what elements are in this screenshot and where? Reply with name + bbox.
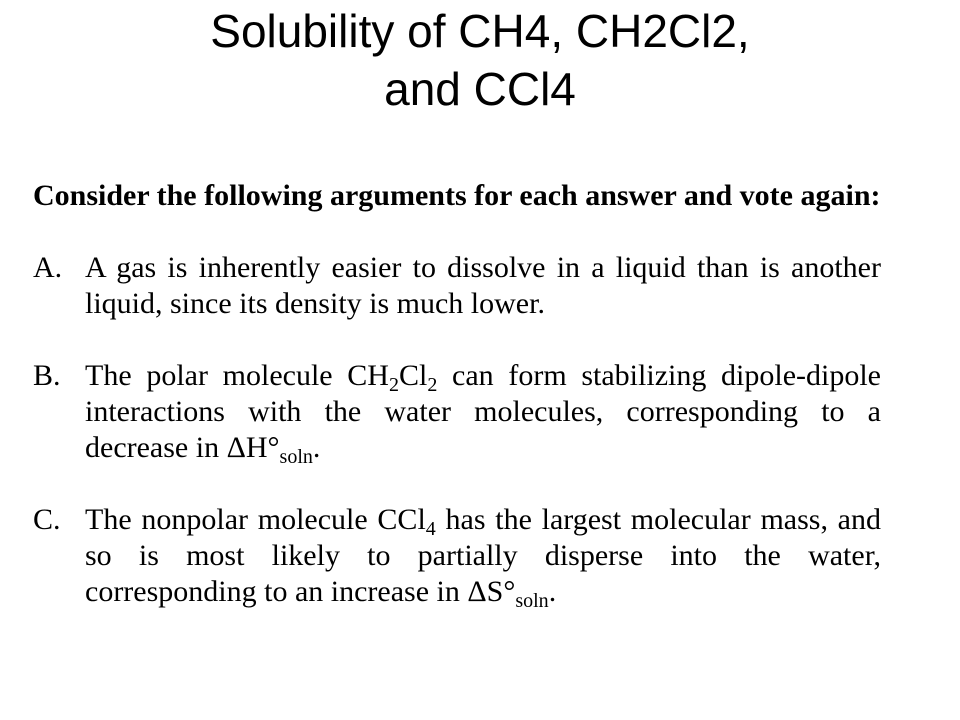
option-letter: B. [33, 359, 61, 392]
subscript: 4 [425, 518, 436, 540]
option-letter: C. [33, 503, 61, 536]
option-text-part: . [548, 575, 557, 608]
slide-body [33, 178, 881, 646]
subscript: soln [515, 590, 549, 612]
title-line-1: Solubility of CH4, CH2Cl2, [210, 5, 750, 57]
option-text-part: can form stabilizing dipole-dipole interactions with the water molecules, corresponding to a decrease in ΔH° [85, 359, 881, 464]
title-line-2: and CCl4 [384, 63, 576, 115]
subscript: 2 [427, 374, 438, 396]
option-text-part: The polar molecule CH [85, 359, 389, 392]
subscript: 2 [388, 374, 399, 396]
option-text: A gas is inherently easier to dissolve in a liquid than is another liquid, since its density is much lower. [85, 251, 881, 320]
subscript: soln [279, 446, 313, 468]
option-b [33, 358, 881, 466]
option-c [33, 502, 881, 610]
option-text-part: The nonpolar molecule CCl [85, 503, 426, 536]
option-text [85, 502, 881, 610]
option-a [33, 250, 881, 322]
option-letter: A. [33, 251, 63, 284]
option-text [85, 358, 881, 466]
option-text-part: . [312, 431, 321, 464]
option-text-part: Cl [398, 359, 428, 392]
option-text-part: has the largest molecular mass, and so is most likely to partially disperse into the water, corresponding to an increase in ΔS° [85, 503, 881, 608]
slide-title [0, 2, 960, 118]
intro-text: Consider the following arguments for each answer and vote again: [33, 179, 881, 212]
